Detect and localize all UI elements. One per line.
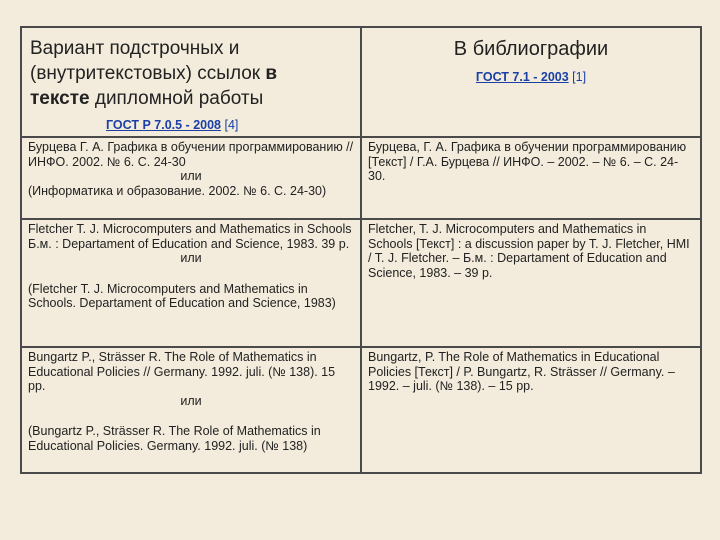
in-text-citation: Бурцева Г. А. Графика в обучении программированию // ИНФО. 2002. № 6. С. 24-30 <box>28 140 354 169</box>
bibliography-cell <box>361 347 701 473</box>
in-text-cell <box>21 137 361 219</box>
table-row <box>21 347 701 473</box>
or-label: или <box>180 169 202 184</box>
bibliography-entry: Bungartz, P. The Role of Mathematics in Educational Policies [Текст] / P. Bungartz, R. Strässer // Germany. – 1992. – juli. (№ 138). – 15 pp. <box>368 350 675 394</box>
bibliography-cell <box>361 219 701 347</box>
in-text-citation-alt: (Fletcher T. J. Microcomputers and Mathematics in Schools. Departament of Education and Science, 1983) <box>28 281 336 311</box>
header-left-line3: тексте дипломной работы <box>30 88 264 109</box>
header-cell-in-text <box>21 27 361 137</box>
gost-r-7-0-5-link[interactable]: ГОСТ Р 7.0.5 - 2008 <box>106 118 221 132</box>
bibliography-cell <box>361 137 701 219</box>
or-label: или <box>180 251 202 266</box>
in-text-citation: Bungartz P., Strässer R. The Role of Mathematics in Educational Policies // Germany. 1992. juli. (№ 138). 15 pp. <box>28 350 336 394</box>
or-label: или <box>180 393 202 408</box>
in-text-citation-alt: (Bungartz P., Strässer R. The Role of Mathematics in Educational Policies. Germany. 1992. juli. (№ 138) <box>28 424 321 453</box>
header-left-line2: (внутритекстовых) ссылок в <box>30 63 278 84</box>
header-right-gost: ГОСТ 7.1 - 2003 [1] <box>475 70 587 84</box>
table-row <box>21 219 701 347</box>
citation-comparison-table <box>20 26 702 474</box>
header-left-line1: Вариант подстрочных и <box>30 38 240 59</box>
in-text-cell <box>21 347 361 473</box>
bibliography-entry: Бурцева, Г. А. Графика в обучении программированию [Текст] / Г.А. Бурцева // ИНФО. – 2002. – № 6. – С. 24-30. <box>368 140 687 184</box>
header-right-title: В библиографии <box>453 38 609 60</box>
in-text-citation: Fletcher T. J. Microcomputers and Mathematics in Schools Б.м. : Departament of Education and Science, 1983. 39 p. <box>28 222 352 251</box>
bibliography-entry: Fletcher, T. J. Microcomputers and Mathematics in Schools [Текст] : a discussion paper by T. J. Fletcher, HMI / T. J. Fletcher. – Б.м. : Departament of Education and Science, 1983. – 39 p. <box>368 222 690 280</box>
table-header-row <box>21 27 701 137</box>
in-text-cell <box>21 219 361 347</box>
in-text-citation-alt: (Информатика и образование. 2002. № 6. С. 24-30) <box>28 183 327 198</box>
gost-7-1-link[interactable]: ГОСТ 7.1 - 2003 <box>475 70 569 84</box>
header-left-gost: ГОСТ Р 7.0.5 - 2008 [4] <box>106 118 239 132</box>
table-row <box>21 137 701 219</box>
header-cell-bibliography <box>361 27 701 137</box>
